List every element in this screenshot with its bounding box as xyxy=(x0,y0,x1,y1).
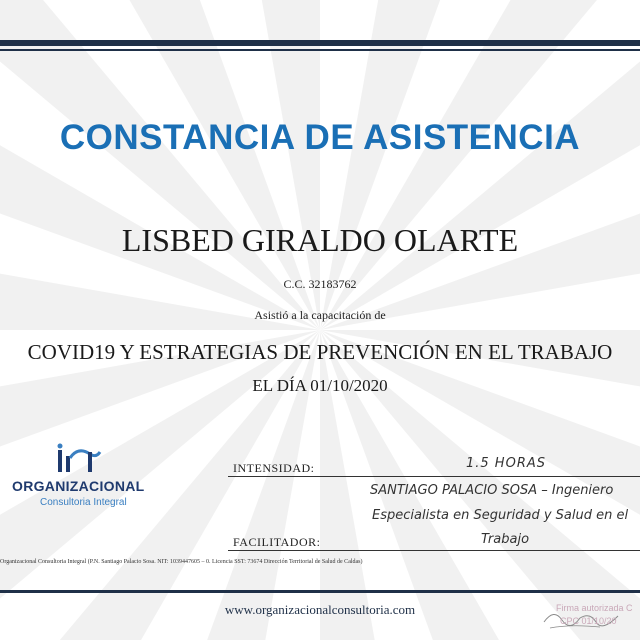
attended-text: Asistió a la capacitación de xyxy=(254,308,386,322)
facilitator-line-3: Trabajo xyxy=(481,532,530,547)
intensity-label: INTENSIDAD: xyxy=(233,461,315,475)
logo-name: ORGANIZACIONAL xyxy=(12,478,145,494)
signature-label-1: Firma autorizada C xyxy=(556,603,633,613)
intensity-underline xyxy=(228,476,640,477)
facilitator-line-1: SANTIAGO PALACIO SOSA – Ingeniero xyxy=(370,483,614,498)
certificate-title: CONSTANCIA DE ASISTENCIA xyxy=(59,118,581,157)
recipient-id: C.C. 32183762 xyxy=(283,277,357,291)
recipient-name: LISBED GIRALDO OLARTE xyxy=(121,222,519,258)
bottom-border xyxy=(0,590,640,593)
website-link[interactable]: www.organizacionalconsultoria.com xyxy=(224,602,416,617)
intensity-value: 1.5 HORAS xyxy=(466,456,546,471)
top-border-thick xyxy=(0,40,640,46)
signature-label-2: CPC 01/10/20 xyxy=(560,616,617,626)
facilitator-label: FACILITADOR: xyxy=(233,535,321,549)
course-date: EL DÍA 01/10/2020 xyxy=(252,376,388,395)
facilitator-line-2: Especialista en Seguridad y Salud en el xyxy=(372,508,629,523)
top-border-thin xyxy=(0,49,640,51)
logo-subtitle: Consultoria Integral xyxy=(40,497,127,508)
course-name: COVID19 Y ESTRATEGIAS DE PREVENCIÓN EN EL TRABAJO xyxy=(27,340,613,364)
facilitator-underline xyxy=(228,550,640,551)
legal-footer-text: Organizacional Consultoria Integral (P.N. Santiago Palacio Sosa. NIT: 1039447605 – 0. Licencia SST: 73674 Dirección Territorial de Salud de Caldas) xyxy=(0,559,363,565)
